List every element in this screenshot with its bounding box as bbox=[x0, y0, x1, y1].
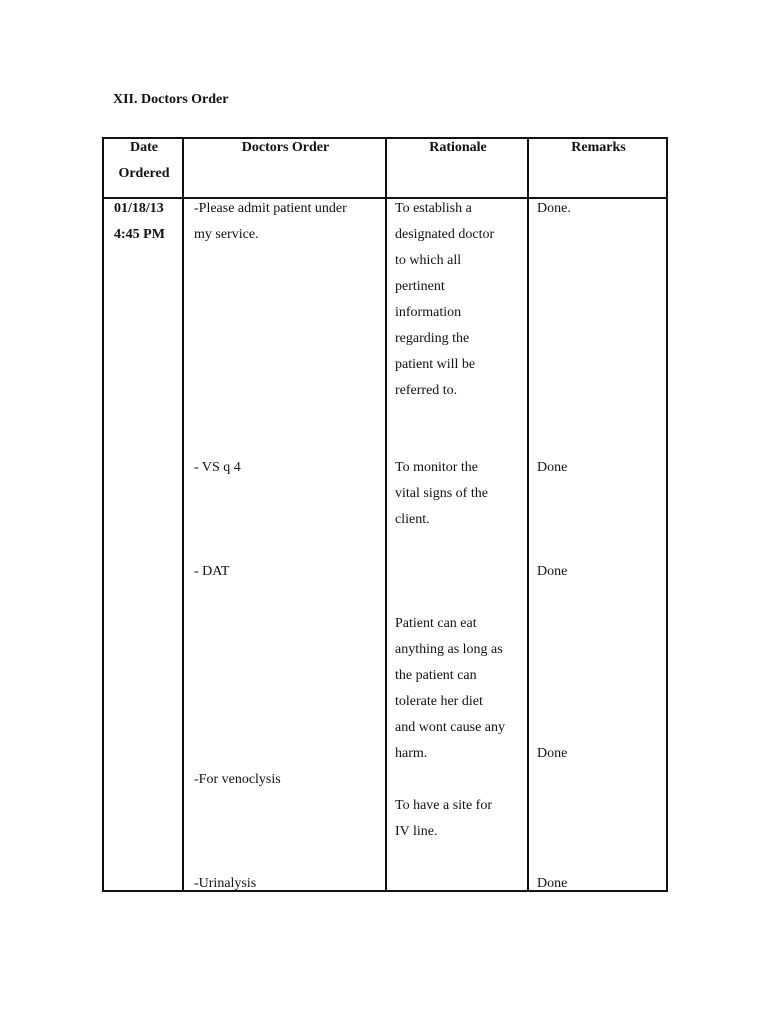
order-text: -Please admit patient under my service. bbox=[194, 201, 347, 242]
remark-text: Done bbox=[537, 876, 568, 891]
remark-text: Done bbox=[537, 460, 568, 475]
remark-text: Done. bbox=[537, 201, 571, 216]
order-text: -Urinalysis bbox=[194, 876, 257, 891]
order-text: - VS q 4 bbox=[194, 460, 241, 475]
remark-text: Done bbox=[537, 564, 568, 579]
header-date-ordered: Date Ordered bbox=[118, 140, 170, 181]
date-ordered-cell: 01/18/13 4:45 PM bbox=[114, 201, 165, 242]
order-text: -For venoclysis bbox=[194, 772, 281, 787]
rationale-text: To monitor the vital signs of the client. bbox=[395, 460, 488, 527]
header-rationale: Rationale bbox=[429, 140, 487, 155]
remark-text: Done bbox=[537, 746, 568, 761]
rationale-text: To have a site for IV line. bbox=[395, 798, 492, 839]
column-divider bbox=[385, 139, 387, 890]
column-divider bbox=[182, 139, 184, 890]
section-title: XII. Doctors Order bbox=[113, 92, 229, 107]
column-divider bbox=[527, 139, 529, 890]
doctors-order-table bbox=[102, 137, 668, 892]
header-divider bbox=[104, 197, 666, 199]
rationale-text: Patient can eat anything as long as the patient can tolerate her diet and wont cause any harm. bbox=[395, 616, 506, 761]
order-text: - DAT bbox=[194, 564, 230, 579]
rationale-text: To establish a designated doctor to which all pertinent information regarding the patient will be referred to. bbox=[395, 201, 495, 398]
header-doctors-order: Doctors Order bbox=[241, 140, 330, 155]
header-remarks: Remarks bbox=[571, 140, 626, 155]
